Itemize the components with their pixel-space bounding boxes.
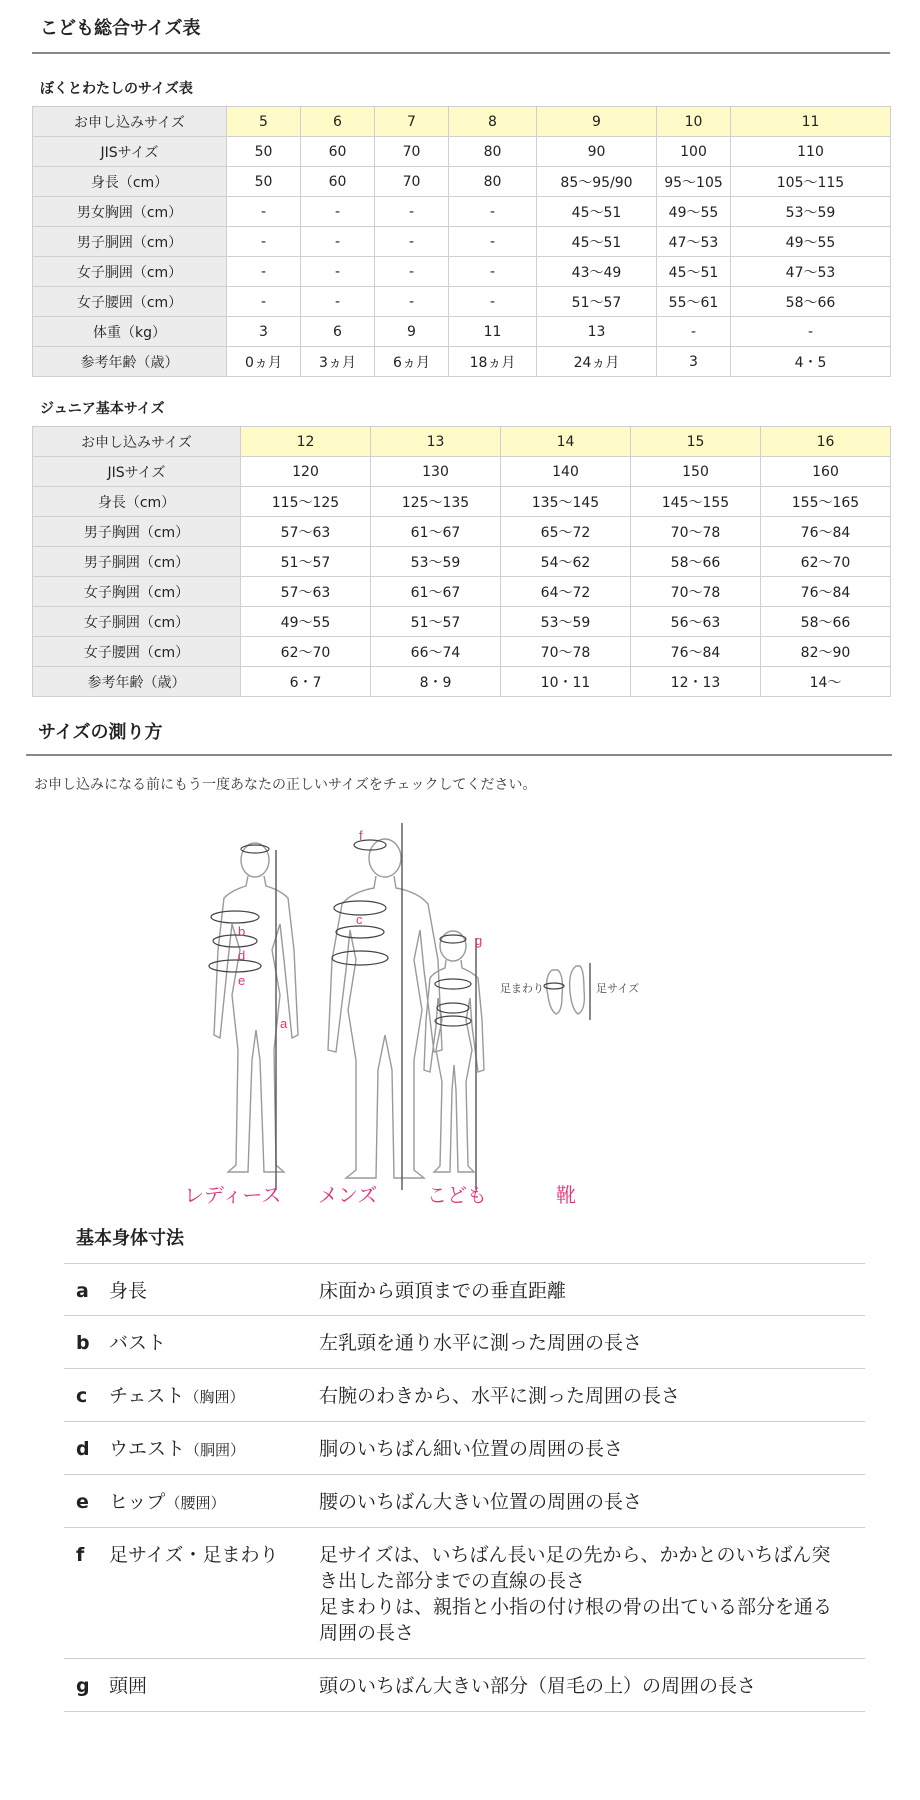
table-cell: 80 bbox=[449, 137, 537, 167]
table-row bbox=[33, 577, 891, 607]
table-cell: 6ヵ月 bbox=[375, 347, 449, 377]
table-cell: 53〜59 bbox=[371, 547, 501, 577]
table-cell: 9 bbox=[537, 107, 657, 137]
definition-name-text: バスト bbox=[109, 1332, 167, 1354]
definition-key: c bbox=[76, 1385, 88, 1407]
table-cell: 125〜135 bbox=[371, 487, 501, 517]
table-row bbox=[33, 257, 891, 287]
definition-name-text: 身長 bbox=[109, 1280, 148, 1302]
table-row bbox=[33, 227, 891, 257]
table-cell: 76〜84 bbox=[631, 637, 761, 667]
definition-text bbox=[319, 1673, 865, 1699]
table-cell: 58〜66 bbox=[731, 287, 891, 317]
junior-size-table bbox=[32, 426, 891, 697]
definition-text bbox=[319, 1436, 865, 1462]
body-measurement-figure bbox=[180, 820, 740, 1210]
definition-line: 腰のいちばん大きい位置の周囲の長さ bbox=[319, 1491, 643, 1513]
table-row bbox=[33, 457, 891, 487]
table-cell: 16 bbox=[761, 427, 891, 457]
table-row bbox=[33, 637, 891, 667]
table-cell: - bbox=[449, 227, 537, 257]
table-cell: 62〜70 bbox=[241, 637, 371, 667]
definition-row bbox=[64, 1422, 865, 1475]
row-label: お申し込みサイズ bbox=[33, 107, 227, 137]
table-cell: 57〜63 bbox=[241, 517, 371, 547]
table-cell: 155〜165 bbox=[761, 487, 891, 517]
definition-name bbox=[109, 1436, 245, 1463]
row-label: お申し込みサイズ bbox=[33, 427, 241, 457]
table-cell: 50 bbox=[227, 137, 301, 167]
measure-intro: お申し込みになる前にもう一度あなたの正しいサイズをチェックしてください。 bbox=[34, 777, 537, 793]
table-row bbox=[33, 137, 891, 167]
row-label: 身長（cm） bbox=[33, 487, 241, 517]
definition-text bbox=[319, 1383, 865, 1409]
table-cell: 54〜62 bbox=[501, 547, 631, 577]
table-cell: 76〜84 bbox=[761, 577, 891, 607]
table-cell: - bbox=[375, 287, 449, 317]
definition-name-text: ウエスト bbox=[109, 1438, 186, 1460]
table-cell: - bbox=[227, 257, 301, 287]
definition-line: 右腕のわきから、水平に測った周囲の長さ bbox=[319, 1385, 681, 1407]
table-row bbox=[33, 107, 891, 137]
caption-kids: こども bbox=[427, 1185, 487, 1207]
definition-line: 左乳頭を通り水平に測った周囲の長さ bbox=[319, 1332, 643, 1354]
definition-name bbox=[109, 1383, 244, 1410]
table-cell: 140 bbox=[501, 457, 631, 487]
definition-key: a bbox=[76, 1280, 89, 1302]
row-label: 参考年齢（歳） bbox=[33, 667, 241, 697]
table-cell: 160 bbox=[761, 457, 891, 487]
figure-label-e: e bbox=[238, 973, 246, 988]
row-label: 女子腰囲（cm） bbox=[33, 287, 227, 317]
table-cell: 51〜57 bbox=[371, 607, 501, 637]
definition-row bbox=[64, 1528, 865, 1659]
table-cell: 43〜49 bbox=[537, 257, 657, 287]
table-cell: 49〜55 bbox=[731, 227, 891, 257]
table-cell: 13 bbox=[371, 427, 501, 457]
table-row bbox=[33, 427, 891, 457]
table-cell: - bbox=[301, 287, 375, 317]
definition-key: e bbox=[76, 1491, 89, 1513]
row-label: JISサイズ bbox=[33, 457, 241, 487]
table-row bbox=[33, 317, 891, 347]
table-cell: - bbox=[227, 227, 301, 257]
definition-line: 足まわりは、親指と小指の付け根の骨の出ている部分を通る bbox=[319, 1596, 833, 1618]
measure-divider bbox=[26, 754, 892, 756]
figure-label-f: f bbox=[359, 828, 363, 843]
table-cell: 7 bbox=[375, 107, 449, 137]
caption-shoes: 靴 bbox=[556, 1185, 576, 1207]
table-cell: 135〜145 bbox=[501, 487, 631, 517]
definition-name bbox=[109, 1278, 147, 1304]
definition-name bbox=[109, 1542, 278, 1568]
table-cell: 70〜78 bbox=[631, 517, 761, 547]
table-cell: 55〜61 bbox=[657, 287, 731, 317]
table-cell: 5 bbox=[227, 107, 301, 137]
table-cell: - bbox=[449, 257, 537, 287]
figure-label-c: c bbox=[356, 912, 363, 927]
table-cell: 6・7 bbox=[241, 667, 371, 697]
table-cell: 3ヵ月 bbox=[301, 347, 375, 377]
table-row bbox=[33, 547, 891, 577]
figure-label-g: g bbox=[475, 933, 483, 948]
definition-key: b bbox=[76, 1332, 90, 1354]
table-cell: 64〜72 bbox=[501, 577, 631, 607]
definition-row bbox=[64, 1659, 865, 1712]
table-cell: 4・5 bbox=[731, 347, 891, 377]
table-cell: 8・9 bbox=[371, 667, 501, 697]
definition-line: 周囲の長さ bbox=[319, 1622, 415, 1644]
table-row bbox=[33, 487, 891, 517]
table-cell: 8 bbox=[449, 107, 537, 137]
table-cell: - bbox=[301, 257, 375, 287]
table-cell: 65〜72 bbox=[501, 517, 631, 547]
row-label: JISサイズ bbox=[33, 137, 227, 167]
table-cell: 56〜63 bbox=[631, 607, 761, 637]
definition-text bbox=[319, 1542, 865, 1646]
table-cell: 145〜155 bbox=[631, 487, 761, 517]
table-cell: 0ヵ月 bbox=[227, 347, 301, 377]
definition-note: （胴囲） bbox=[185, 1441, 246, 1459]
title-divider bbox=[32, 52, 890, 54]
table-cell: 105〜115 bbox=[731, 167, 891, 197]
definition-row bbox=[64, 1369, 865, 1422]
row-label: 男女胸囲（cm） bbox=[33, 197, 227, 227]
row-label: 女子腰囲（cm） bbox=[33, 637, 241, 667]
table-cell: - bbox=[449, 197, 537, 227]
definition-line: 足サイズは、いちばん長い足の先から、かかとのいちばん突 bbox=[319, 1544, 831, 1566]
table-cell: 45〜51 bbox=[537, 227, 657, 257]
table-cell: 11 bbox=[731, 107, 891, 137]
table-cell: 53〜59 bbox=[731, 197, 891, 227]
table-cell: 3 bbox=[657, 347, 731, 377]
definition-name-text: 頭囲 bbox=[109, 1675, 148, 1697]
table-cell: 47〜53 bbox=[731, 257, 891, 287]
table-cell: 10・11 bbox=[501, 667, 631, 697]
table-cell: 6 bbox=[301, 317, 375, 347]
table-cell: 15 bbox=[631, 427, 761, 457]
table-cell: - bbox=[227, 197, 301, 227]
table-cell: 57〜63 bbox=[241, 577, 371, 607]
table-cell: 45〜51 bbox=[537, 197, 657, 227]
table-cell: - bbox=[301, 197, 375, 227]
table-cell: 70〜78 bbox=[631, 577, 761, 607]
table-cell: 95〜105 bbox=[657, 167, 731, 197]
basic-title: 基本身体寸法 bbox=[76, 1228, 184, 1249]
table-cell: 60 bbox=[301, 167, 375, 197]
ladies-silhouette bbox=[214, 843, 298, 1172]
table-row bbox=[33, 607, 891, 637]
row-label: 体重（kg） bbox=[33, 317, 227, 347]
table-cell: - bbox=[657, 317, 731, 347]
table-cell: 58〜66 bbox=[761, 607, 891, 637]
table-cell: 14〜 bbox=[761, 667, 891, 697]
table-cell: 70 bbox=[375, 167, 449, 197]
foot-outline-icons bbox=[547, 966, 585, 1014]
table-cell: 49〜55 bbox=[241, 607, 371, 637]
table-cell: 10 bbox=[657, 107, 731, 137]
table-cell: 61〜67 bbox=[371, 577, 501, 607]
page-title: こども総合サイズ表 bbox=[40, 18, 201, 39]
foot-girth-label: 足まわり bbox=[500, 983, 544, 995]
table-cell: 70〜78 bbox=[501, 637, 631, 667]
table-row bbox=[33, 197, 891, 227]
table-cell: - bbox=[449, 287, 537, 317]
measure-title: サイズの測り方 bbox=[38, 722, 163, 743]
table-cell: - bbox=[731, 317, 891, 347]
row-label: 参考年齢（歳） bbox=[33, 347, 227, 377]
row-label: 男子胴囲（cm） bbox=[33, 227, 227, 257]
table-cell: 51〜57 bbox=[537, 287, 657, 317]
table-cell: 12・13 bbox=[631, 667, 761, 697]
table-cell: 11 bbox=[449, 317, 537, 347]
table-cell: 18ヵ月 bbox=[449, 347, 537, 377]
row-label: 女子胴囲（cm） bbox=[33, 257, 227, 287]
row-label: 女子胴囲（cm） bbox=[33, 607, 241, 637]
table-cell: 13 bbox=[537, 317, 657, 347]
definition-key: g bbox=[76, 1675, 90, 1697]
table-cell: 14 bbox=[501, 427, 631, 457]
table-cell: 24ヵ月 bbox=[537, 347, 657, 377]
table-cell: 50 bbox=[227, 167, 301, 197]
table-cell: 76〜84 bbox=[761, 517, 891, 547]
row-label: 身長（cm） bbox=[33, 167, 227, 197]
table-cell: - bbox=[375, 227, 449, 257]
table-cell: 49〜55 bbox=[657, 197, 731, 227]
table-cell: 70 bbox=[375, 137, 449, 167]
table-cell: - bbox=[375, 257, 449, 287]
definition-name bbox=[109, 1330, 166, 1356]
definition-line: 頭のいちばん大きい部分（眉毛の上）の周囲の長さ bbox=[319, 1675, 757, 1697]
table-cell: 150 bbox=[631, 457, 761, 487]
definition-note: （腰囲） bbox=[165, 1494, 226, 1512]
table-cell: 66〜74 bbox=[371, 637, 501, 667]
table-cell: 120 bbox=[241, 457, 371, 487]
row-label: 女子胸囲（cm） bbox=[33, 577, 241, 607]
caption-ladies: レディース bbox=[184, 1185, 282, 1207]
table-cell: 58〜66 bbox=[631, 547, 761, 577]
table2-title: ジュニア基本サイズ bbox=[40, 401, 165, 417]
definition-row bbox=[64, 1316, 865, 1369]
table-cell: 62〜70 bbox=[761, 547, 891, 577]
definition-name bbox=[109, 1489, 225, 1516]
figure-label-b: b bbox=[238, 924, 246, 939]
table-cell: 53〜59 bbox=[501, 607, 631, 637]
row-label: 男子胸囲（cm） bbox=[33, 517, 241, 547]
table-cell: 12 bbox=[241, 427, 371, 457]
definition-row bbox=[64, 1263, 865, 1316]
table-cell: 80 bbox=[449, 167, 537, 197]
definition-name-text: 足サイズ・足まわり bbox=[109, 1544, 279, 1566]
mens-silhouette bbox=[328, 839, 442, 1178]
table-cell: 9 bbox=[375, 317, 449, 347]
caption-mens: メンズ bbox=[318, 1185, 378, 1207]
kids-silhouette bbox=[424, 931, 484, 1172]
table-row bbox=[33, 167, 891, 197]
table-row bbox=[33, 347, 891, 377]
definition-key: f bbox=[76, 1544, 85, 1566]
foot-size-label: 足サイズ bbox=[596, 983, 640, 995]
definition-name-text: ヒップ bbox=[109, 1491, 166, 1513]
table-cell: 90 bbox=[537, 137, 657, 167]
table-cell: 61〜67 bbox=[371, 517, 501, 547]
row-label: 男子胴囲（cm） bbox=[33, 547, 241, 577]
table-cell: 130 bbox=[371, 457, 501, 487]
definition-note: （胸囲） bbox=[184, 1388, 245, 1406]
definition-line: 胴のいちばん細い位置の周囲の長さ bbox=[319, 1438, 624, 1460]
table-cell: 85〜95/90 bbox=[537, 167, 657, 197]
definition-text bbox=[319, 1489, 865, 1515]
table-row bbox=[33, 287, 891, 317]
definition-name-text: チェスト bbox=[109, 1385, 185, 1407]
figure-label-d: d bbox=[238, 948, 246, 963]
table-row bbox=[33, 667, 891, 697]
table-cell: - bbox=[375, 197, 449, 227]
definition-line: き出した部分までの直線の長さ bbox=[319, 1570, 586, 1592]
table-cell: - bbox=[301, 227, 375, 257]
definition-line: 床面から頭頂までの垂直距離 bbox=[319, 1280, 567, 1302]
table-cell: 60 bbox=[301, 137, 375, 167]
table-cell: - bbox=[227, 287, 301, 317]
table-cell: 47〜53 bbox=[657, 227, 731, 257]
definition-row bbox=[64, 1475, 865, 1528]
definition-text bbox=[319, 1330, 865, 1356]
table-cell: 115〜125 bbox=[241, 487, 371, 517]
table-cell: 100 bbox=[657, 137, 731, 167]
table-cell: 51〜57 bbox=[241, 547, 371, 577]
definition-name bbox=[109, 1673, 147, 1699]
table-cell: 82〜90 bbox=[761, 637, 891, 667]
definition-text bbox=[319, 1278, 865, 1304]
table-cell: 45〜51 bbox=[657, 257, 731, 287]
table-cell: 6 bbox=[301, 107, 375, 137]
table-cell: 110 bbox=[731, 137, 891, 167]
table-row bbox=[33, 517, 891, 547]
kids-size-table bbox=[32, 106, 891, 377]
basic-definitions bbox=[64, 1263, 865, 1712]
figure-label-a: a bbox=[280, 1016, 288, 1031]
table1-title: ぼくとわたしのサイズ表 bbox=[40, 81, 193, 97]
definition-key: d bbox=[76, 1438, 90, 1460]
table-cell: 3 bbox=[227, 317, 301, 347]
